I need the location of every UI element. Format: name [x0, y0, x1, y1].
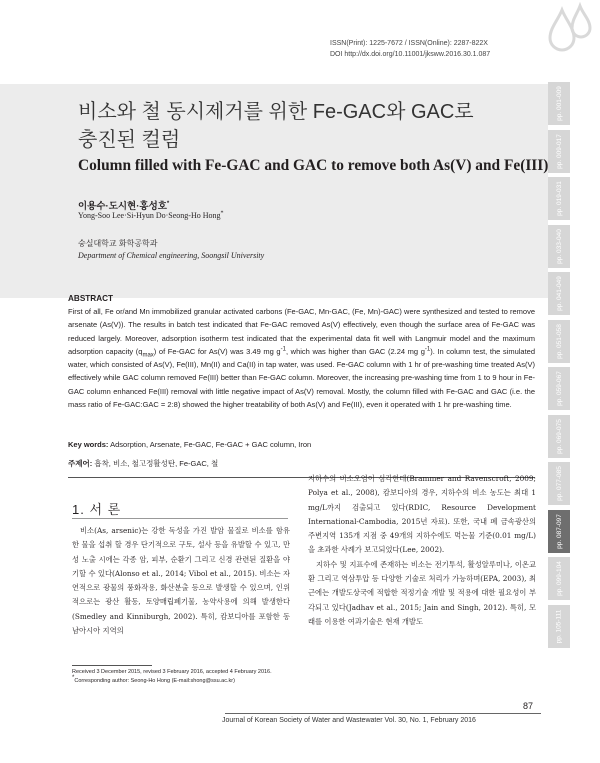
footnote-corresponding — [72, 677, 300, 686]
side-tab-label: pp. 041-049 — [555, 276, 563, 311]
side-tab-label: pp. 019-031 — [555, 181, 563, 216]
keywords-text: Adsorption, Arsenate, Fe-GAC, Fe-GAC + GAC column, Iron — [108, 440, 312, 449]
title-english: Column filled with Fe-GAC and GAC to remove both As(V) and Fe(III) — [78, 157, 549, 174]
footnote — [72, 668, 300, 686]
side-tab-4[interactable] — [548, 272, 570, 315]
keywords-label: Key words: — [68, 440, 109, 449]
side-tab-label: pp. 051-058 — [555, 323, 563, 359]
side-tab-6[interactable] — [548, 367, 570, 410]
abstract-sub-max: max — [142, 352, 154, 359]
footnote-corresponding-text: Corresponding author: Seong-Ho Hong (E-mail:shong@ssu.ac.kr) — [74, 678, 235, 684]
side-tab-8[interactable] — [548, 462, 570, 505]
keywords-ko-text: 흡착, 비소, 철고정활성탄, Fe-GAC, 철 — [92, 459, 219, 468]
intro-left-column — [72, 524, 290, 638]
water-drop-logo-icon — [542, 2, 598, 58]
issn-doi-block — [330, 38, 540, 60]
footnote-divider — [72, 665, 152, 666]
abstract-part-3: , which was higher than GAC (2.24 mg g — [285, 346, 425, 356]
title-korean-line1: 비소와 철 동시제거를 위한 Fe-GAC와 GAC로 — [78, 101, 474, 123]
corresponding-mark-ko: * — [166, 200, 170, 207]
side-page-tabs — [548, 82, 570, 652]
keywords-ko-label: 주제어: — [68, 459, 93, 468]
side-tab-label: pp. 087-097 — [555, 513, 563, 549]
title-korean — [78, 98, 518, 154]
corresponding-mark-en: * — [220, 210, 224, 217]
side-tab-label: pp. 105-111 — [555, 609, 563, 643]
authors-korean-names: 이용수·도시현·홍성호 — [78, 201, 167, 212]
doi-line: DOI http://dx.doi.org/10.11001/jksww.2016.30.1.087 — [330, 51, 491, 58]
title-korean-line2: 충진된 컬럼 — [78, 129, 181, 151]
side-tab-label: pp. 099-104 — [555, 561, 563, 596]
keywords-english — [68, 440, 535, 449]
side-tab-7[interactable] — [548, 415, 570, 458]
authors-english-names: Yong-Soo Lee·Si-Hyun Do·Seong-Ho Hong — [78, 211, 221, 220]
side-tab-label: pp. 069-075 — [555, 418, 563, 454]
abstract-text — [68, 305, 535, 411]
abstract-part-2: ) of Fe-GAC for As(V) was 3.49 mg g — [153, 346, 281, 356]
side-tab-2[interactable] — [548, 177, 570, 220]
side-tab-label: pp. 001-009 — [555, 86, 563, 121]
side-tab-label: pp. 033-040 — [555, 228, 563, 264]
abstract-part-1: First of all, Fe or/and Mn immobilized granular activated carbons (Fe-GAC, Mn-GAC, (Fe, Mn)-GAC) were synthesized and tested to remove arsenate (As(V)). The results in batch test indicated that Fe-GAC removed As(V) effectively, even though the surface area of Fe-GAC was reduced largely. Moreover, adsorption isotherm test indicated that the experimental data fit well with Langmuir model and the maximum adsorption capacity (q — [68, 307, 535, 356]
intro-left-paragraph: 비소(As, arsenic)는 강한 독성을 가진 발암 물질로 비소를 함유한 물을 섭취 할 경우 단기적으로 구토, 설사 등을 유발할 수 있고, 만성 노출 시에는 각종 암, 피부, 순환기 그리고 신경 관련된 질환을 야기할 수 있다(Alonso et al., 2014; Vibol et al., 2015). 비소는 자연적으로 광물의 풍화작용, 화산분출 등으로 발생할 수 있으며, 인위적으로는 광산 활동, 토양매립폐기물, 농약사용에 의해 발생한다(Smedley and Kinniburgh, 2002). 특히, 캄보디아를 포함한 동남아시아 지역의 — [72, 526, 290, 636]
side-tab-11[interactable] — [548, 605, 570, 648]
intro-right-paragraph-2: 지하수 및 지표수에 존재하는 비소는 전기투석, 활성알루미나, 이온교환 그리고 역삼투압 등 다양한 기술로 처리가 가능하며(EPA, 2003), 최근에는 개발도상국에 적합한 적정기술 개발 및 적용에 대한 필요성이 부각되고 있다(Jadhav et al., 2015; Jain and Singh, 2012). 특히, 모래를 이용한 여과기술은 현재 개발도 — [308, 559, 536, 626]
side-tab-5[interactable] — [548, 320, 570, 363]
side-tab-10[interactable] — [548, 557, 570, 600]
authors-korean — [78, 198, 169, 212]
issn-line: ISSN(Print): 1225-7672 / ISSN(Online): 2287-822X — [330, 40, 488, 47]
side-tab-label: pp. 009-017 — [555, 133, 563, 169]
footnote-mark: * — [72, 675, 75, 682]
affiliation-korean: 숭실대학교 화학공학과 — [78, 239, 158, 248]
page-number: 87 — [523, 701, 534, 711]
affiliation-english: Department of Chemical engineering, Soongsil University — [78, 251, 265, 260]
side-tab-1[interactable] — [548, 130, 570, 173]
side-tab-9[interactable] — [548, 510, 570, 553]
side-tab-label: pp. 077-085 — [555, 466, 563, 501]
intro-right-paragraph-1: 지하수의 비소오염이 심각한데(Brammer and Ravenscroft, 2009; Polya et al., 2008), 캄보디아의 경우, 지하수의 비소 농도는 최대 1 mg/L까지 검출되고 있다(RDIC, Resource Development International-Cambodia, 2015년 자료). 또한, 국내 폐 금속광산의 주변지역 135개 지점 중 49개의 지하수에도 먹는물 기준(0.01 mg/L)을 초과한 사례가 보고되었다(Lee, 2002). — [308, 474, 536, 555]
side-tab-label: pp. 059-067 — [555, 371, 563, 406]
intro-right-column — [308, 472, 536, 629]
abstract-sup-2: -1 — [424, 346, 431, 353]
abstract-sup-1: -1 — [280, 346, 286, 353]
journal-footer: Journal of Korean Society of Water and Wastewater Vol. 30, No. 1, February 2016 — [222, 717, 476, 724]
section-heading-intro: 1. 서 론 — [72, 502, 122, 517]
footer-rule — [225, 713, 541, 714]
section-heading-underline — [72, 518, 288, 519]
abstract-heading: ABSTRACT — [68, 294, 114, 303]
keywords-korean — [68, 458, 535, 469]
side-tab-0[interactable] — [548, 82, 570, 125]
abstract-part-4: ). In column test, the simulated water, which consisted of As(V), Fe(III), Mn(II) and Ca(II) in tap water, was used. Fe-GAC column with 1 hr of pre-washing time treated As(V) effectively while GAC column removed Fe(III) better than Fe-GAC column. Moreover, the increasing pre-washing time from 1 to 9 hour in Fe-GAC column enhanced Fe(III) removal with little negative impact of As(V) removal. Mostly, the column filled with Fe-GAC and GAC (i.e. the mass ratio of Fe-GAC:GAC = 2:8) showed the higher treatability of both As(V) and Fe(III), even it operated with 1 hr pre-washing time. — [68, 346, 536, 410]
footnote-received: Received 3 December 2015, revised 3 February 2016, accepted 4 February 2016. — [72, 669, 272, 675]
side-tab-3[interactable] — [548, 225, 570, 268]
authors-english — [78, 211, 224, 220]
